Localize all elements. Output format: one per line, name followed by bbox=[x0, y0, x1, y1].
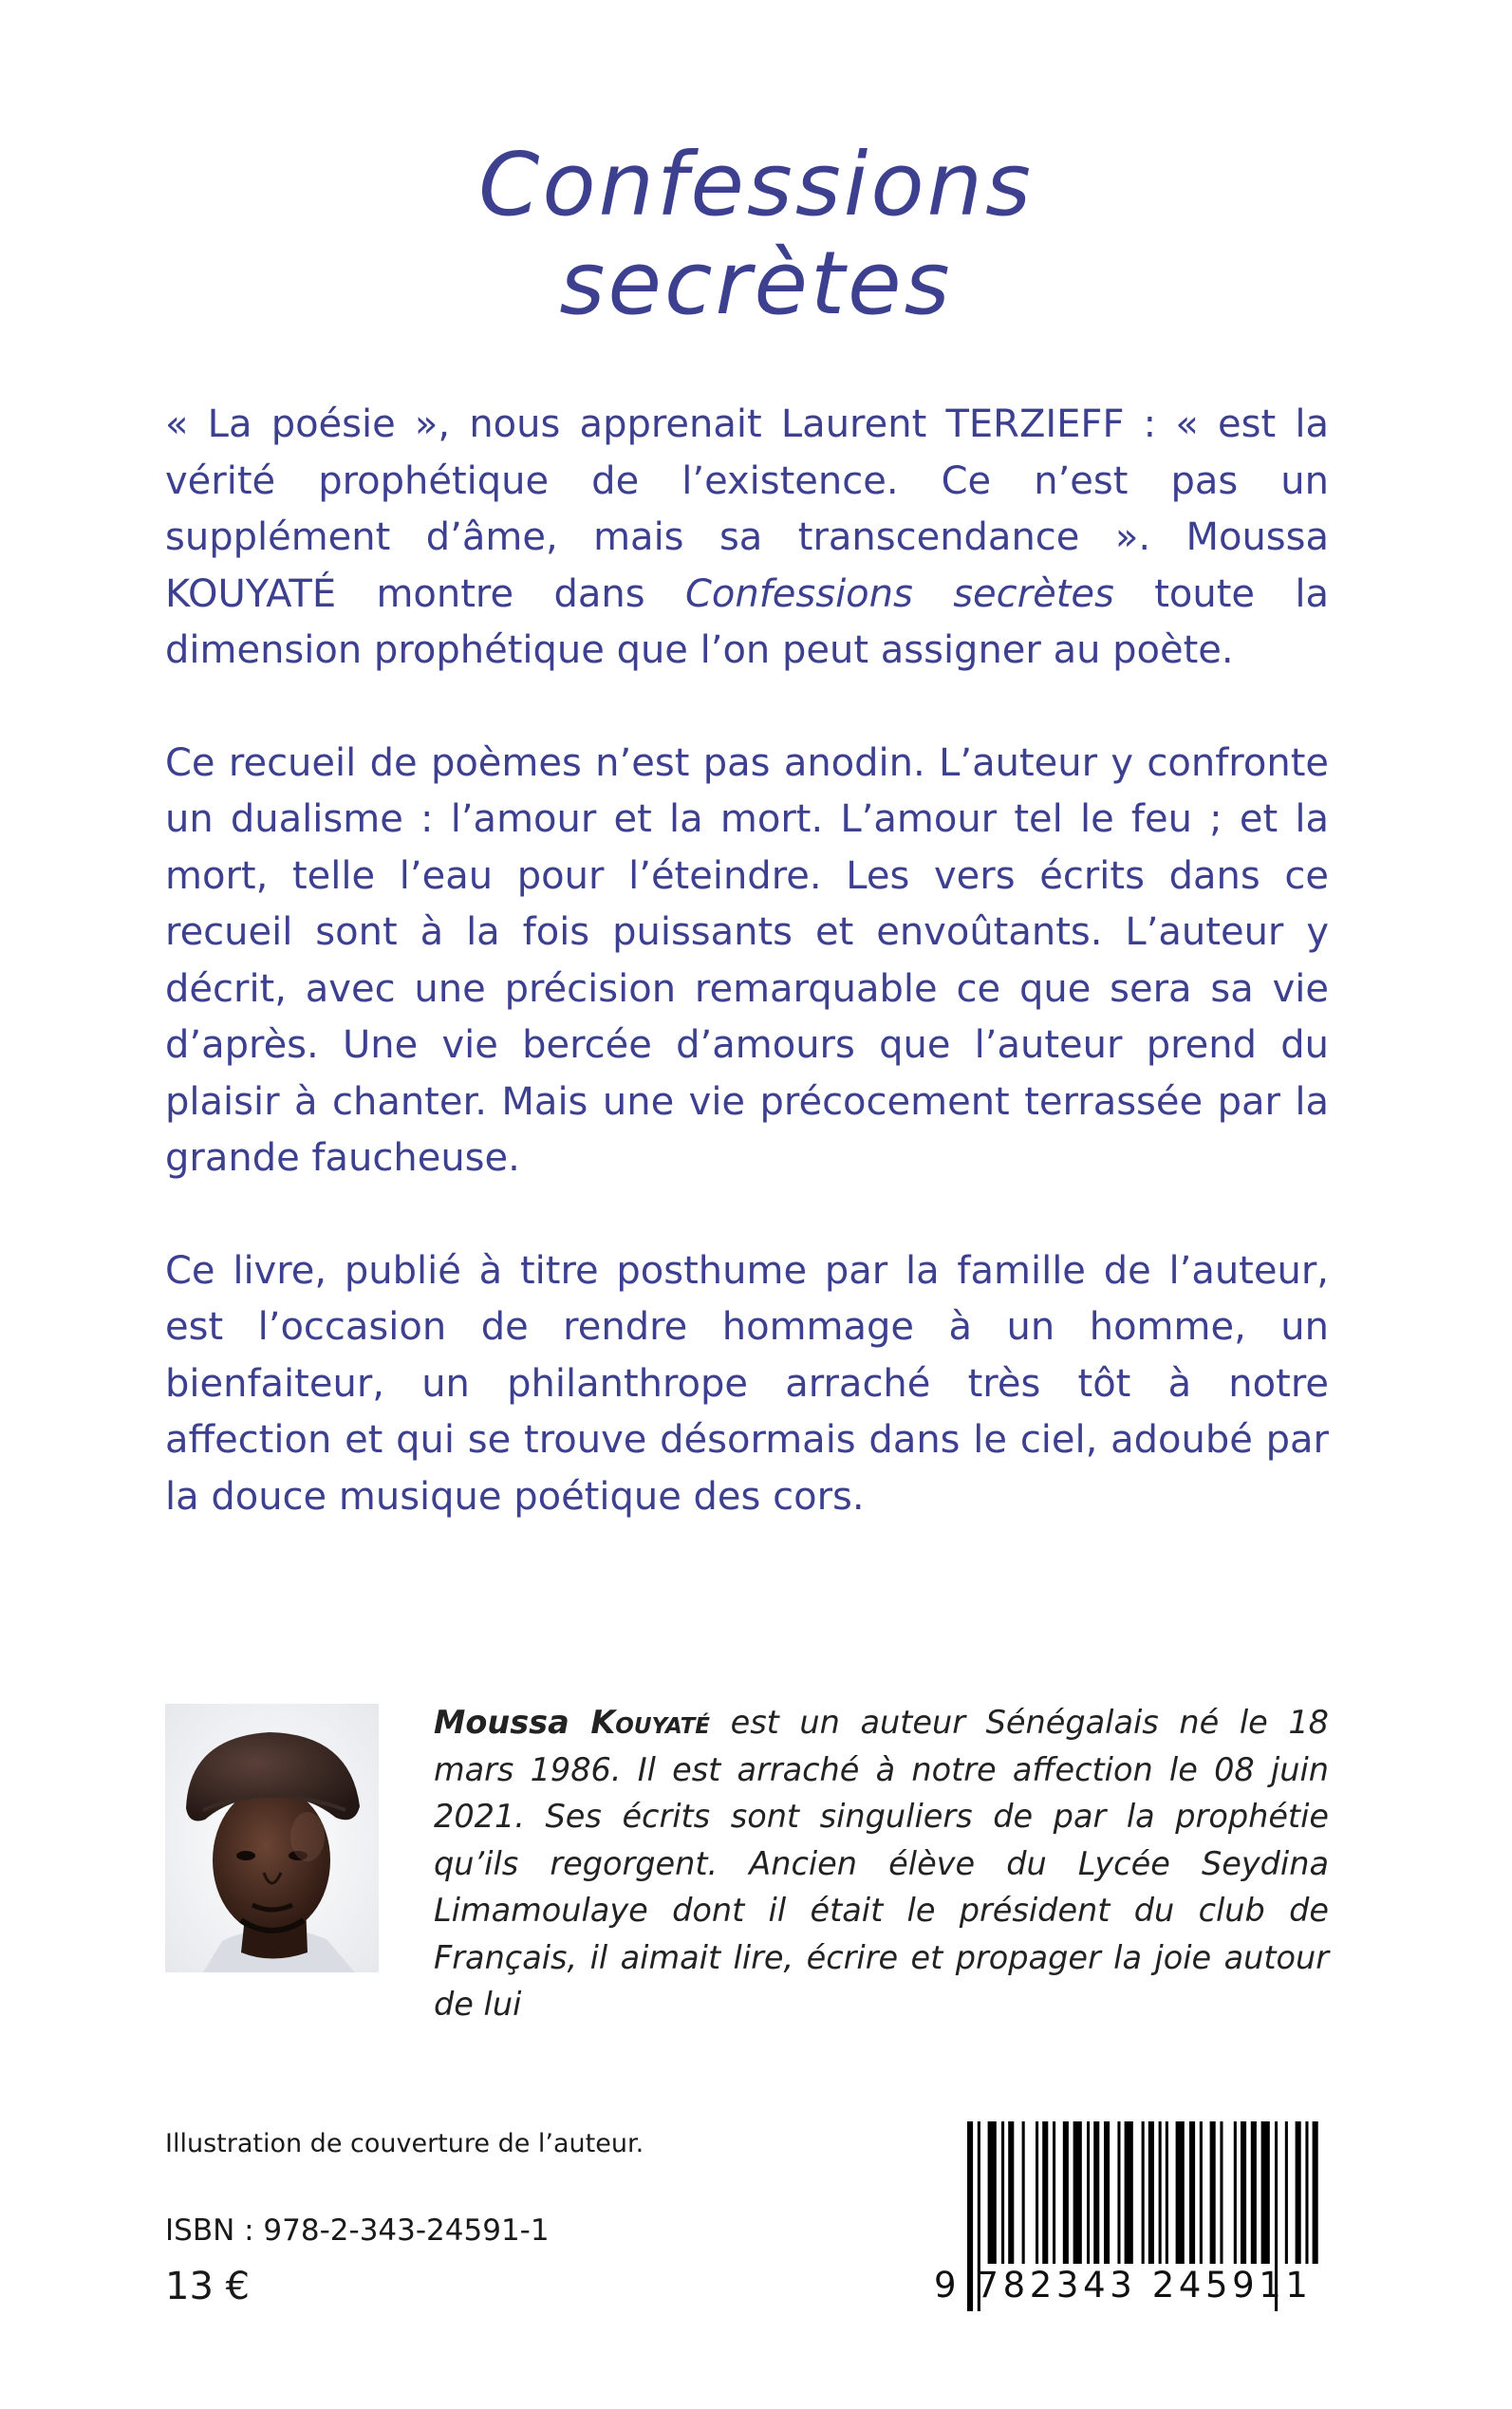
barcode-bar bbox=[1251, 2121, 1257, 2264]
price: 13 € bbox=[165, 2265, 251, 2308]
barcode-bar bbox=[1036, 2121, 1038, 2264]
barcode-bar bbox=[1210, 2121, 1216, 2264]
barcode-bar bbox=[1241, 2121, 1246, 2264]
barcode-bar bbox=[1220, 2121, 1223, 2264]
barcode-bar bbox=[1022, 2121, 1025, 2264]
barcode-bar bbox=[1063, 2121, 1069, 2264]
book-title-line-2: secrètes bbox=[559, 233, 953, 335]
blurb-p1-text-a: « La poésie », nous apprenait Laurent TERZIEFF : « est la vérité prophétique de l’existence. Ce n’est pas un supplément d’âme, mais sa transcendance ». Moussa KOUYATÉ montre dans bbox=[165, 402, 1329, 616]
back-cover-blurb bbox=[165, 397, 1329, 1581]
barcode-bar bbox=[1008, 2121, 1014, 2264]
barcode-bar bbox=[1142, 2121, 1145, 2264]
barcode-bar bbox=[1001, 2121, 1004, 2264]
barcode-bar bbox=[1125, 2121, 1133, 2264]
barcode-bar bbox=[1313, 2121, 1318, 2264]
isbn: ISBN : 978-2-343-24591-1 bbox=[165, 2213, 550, 2248]
blurb-paragraph-2: Ce recueil de poèmes n’est pas anodin. L’auteur y confronte un dualisme : l’amour et la mort. L’amour tel le feu ; et la mort, telle l’eau pour l’éteindre. Les vers écrits dans ce recueil sont à la fois puissants et envoûtants. L’auteur y décrit, avec une précision remarquable ce que sera sa vie d’après. Une vie bercée d’amours que l’auteur prend du plaisir à chanter. Mais une vie précocement terrassée par la grande faucheuse. bbox=[165, 740, 1329, 1180]
author-bio-text: est un auteur Sénégalais né le 18 mars 1986. Il est arraché à notre affection le 08 juin 2021. Ses écrits sont singuliers de par la prophétie qu’ils regorgent. Ancien élève du Lycée Seydina Limamoulaye dont il était le président du club de Français, il aimait lire, écrire et propager la joie autour de lui bbox=[434, 1704, 1329, 2023]
author-portrait-illustration bbox=[165, 1704, 379, 1972]
barcode-bar bbox=[1087, 2121, 1090, 2264]
barcode-bar bbox=[1093, 2121, 1099, 2264]
author-photo bbox=[165, 1704, 379, 1972]
barcode-bar bbox=[1073, 2121, 1082, 2264]
barcode-bar bbox=[1200, 2121, 1203, 2264]
barcode-bar bbox=[1234, 2121, 1237, 2264]
barcode-bar bbox=[1296, 2121, 1301, 2264]
barcode-bar bbox=[1042, 2121, 1048, 2264]
book-title-line-1: Confessions bbox=[478, 134, 1034, 236]
author-name bbox=[434, 1704, 710, 1741]
barcode-bar bbox=[1117, 2121, 1120, 2264]
barcode-bar bbox=[1148, 2121, 1154, 2264]
blurb-p1-text-b: toute la dimension prophétique que l’on peut assigner au poète. bbox=[165, 571, 1330, 672]
barcode-bar bbox=[1166, 2121, 1168, 2264]
barcode-bar bbox=[1053, 2121, 1055, 2264]
cover-illustration-credit: Illustration de couverture de l’auteur. bbox=[165, 2129, 644, 2158]
blurb-paragraph-1 bbox=[165, 397, 1329, 680]
author-first-name: Moussa bbox=[434, 1704, 569, 1741]
blurb-paragraph-3: Ce livre, publié à titre posthume par la famille de l’auteur, est l’occasion de rendre hommage à un homme, un bienfaiteur, un philanthrope arraché très tôt à notre affection et qui se trouve désormais dans le ciel, adoubé par la douce musique poétique des cors. bbox=[165, 1248, 1329, 1519]
barcode-bar bbox=[988, 2121, 997, 2264]
barcode-bar bbox=[1104, 2121, 1110, 2264]
book-title bbox=[0, 134, 1512, 335]
blurb-p1-book-title: Confessions secrètes bbox=[684, 571, 1114, 616]
barcode-bar bbox=[1176, 2121, 1185, 2264]
barcode-bar bbox=[1189, 2121, 1195, 2264]
barcode-digits: 9 782343 245911 bbox=[934, 2265, 1313, 2306]
author-bio bbox=[434, 1699, 1329, 2028]
author-last-name: Kouyaté bbox=[590, 1704, 710, 1741]
barcode-bar bbox=[1261, 2121, 1270, 2264]
barcode-bar bbox=[1159, 2121, 1162, 2264]
barcode-bar bbox=[1305, 2121, 1308, 2264]
barcode-bar bbox=[1285, 2121, 1288, 2264]
